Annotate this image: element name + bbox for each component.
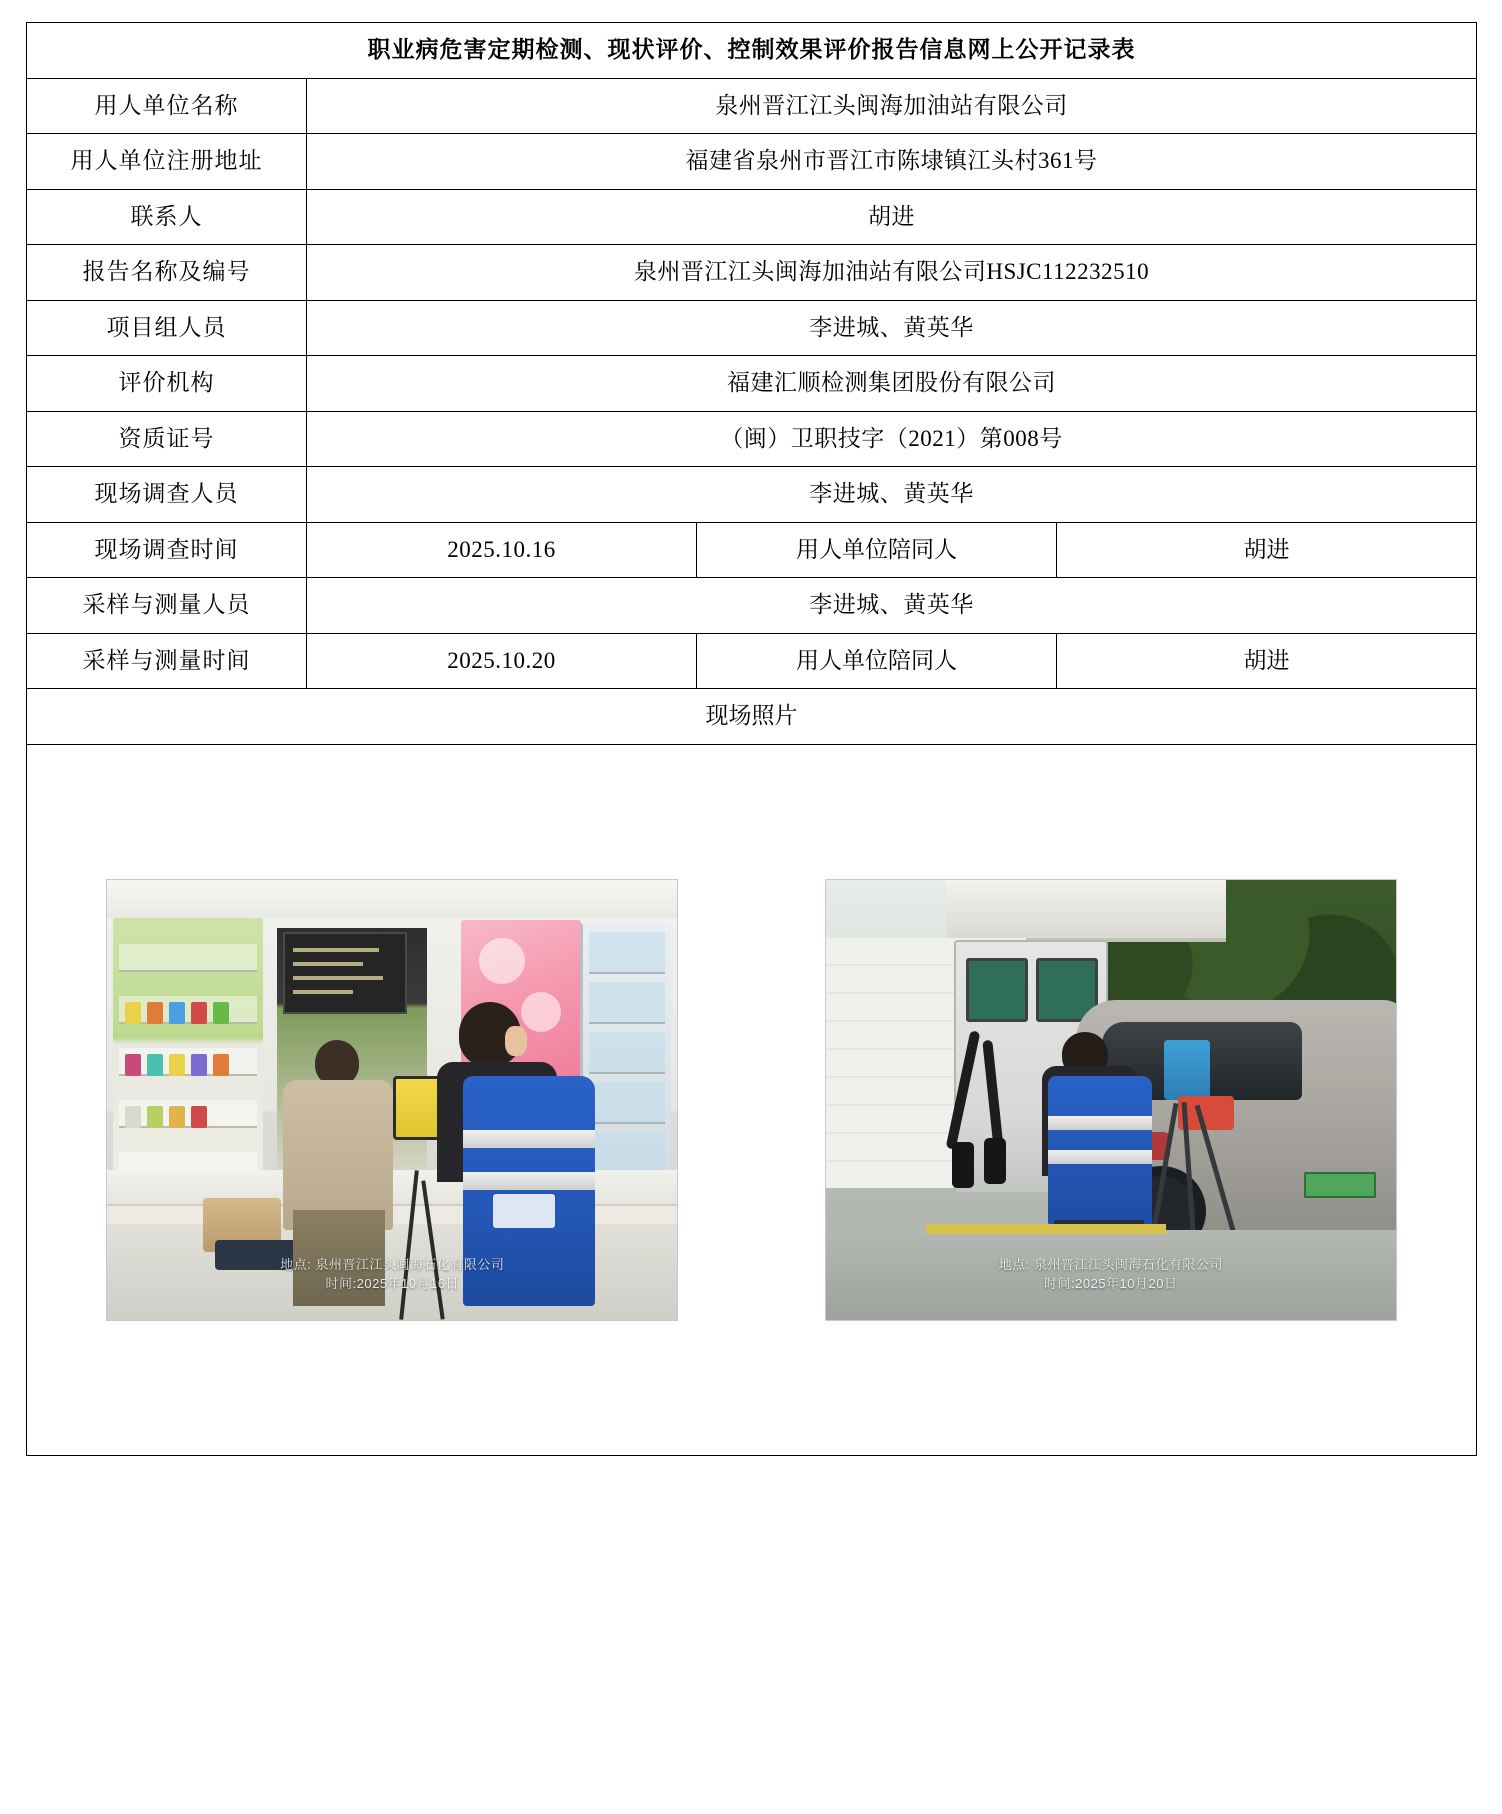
dispenser-screen	[966, 958, 1028, 1022]
row-label-survey-accompanier: 用人单位陪同人	[697, 522, 1057, 578]
row-value-qualification-certificate: （闽）卫职技字（2021）第008号	[307, 411, 1477, 467]
table-row	[27, 411, 1477, 467]
row-label-report-name-number: 报告名称及编号	[27, 245, 307, 301]
fuel-dispenser-photo	[825, 879, 1397, 1321]
photo-watermark	[107, 1256, 677, 1294]
row-value-report-name-number: 泉州晋江江头闽海加油站有限公司HSJC112232510	[307, 245, 1477, 301]
row-label-qualification-certificate: 资质证号	[27, 411, 307, 467]
row-label-sampling-staff: 采样与测量人员	[27, 578, 307, 634]
ceiling	[107, 880, 677, 918]
row-value-survey-accompanier: 胡进	[1057, 522, 1477, 578]
yellow-curb	[926, 1224, 1166, 1234]
table-row	[27, 689, 1477, 745]
site-photos-row	[33, 755, 1470, 1445]
fuel-nozzle	[984, 1138, 1006, 1184]
clerk-head	[315, 1040, 359, 1086]
watermark-time: 时间:2025年10月16日	[325, 1275, 459, 1291]
inspector-vest	[1048, 1076, 1152, 1226]
public-disclosure-record-table	[26, 22, 1477, 1456]
table-row	[27, 300, 1477, 356]
row-value-assessment-agency: 福建汇顺检测集团股份有限公司	[307, 356, 1477, 412]
watermark-location: 地点: 泉州晋江江头闽海石化有限公司	[998, 1256, 1223, 1272]
sampling-instrument	[1164, 1040, 1210, 1100]
site-photos-header: 现场照片	[27, 689, 1477, 745]
store-interior-photo	[106, 879, 678, 1321]
row-label-registered-address: 用人单位注册地址	[27, 134, 307, 190]
watermark-location: 地点: 泉州晋江江头闽海石化有限公司	[280, 1256, 505, 1272]
page-title: 职业病危害定期检测、现状评价、控制效果评价报告信息网上公开记录表	[27, 23, 1477, 79]
station-canopy	[946, 880, 1226, 942]
row-label-site-survey-staff: 现场调查人员	[27, 467, 307, 523]
inspector-face	[505, 1026, 527, 1056]
watermark-time: 时间:2025年10月20日	[1044, 1275, 1178, 1291]
row-value-project-team: 李进城、黄英华	[307, 300, 1477, 356]
row-label-site-survey-time: 现场调查时间	[27, 522, 307, 578]
menu-board	[283, 932, 407, 1014]
row-value-sampling-time: 2025.10.20	[307, 633, 697, 689]
photo-watermark	[826, 1256, 1396, 1294]
table-row	[27, 134, 1477, 190]
table-row	[27, 356, 1477, 412]
row-value-sampling-accompanier: 胡进	[1057, 633, 1477, 689]
row-label-contact-person: 联系人	[27, 189, 307, 245]
row-value-site-survey-time: 2025.10.16	[307, 522, 697, 578]
table-row	[27, 633, 1477, 689]
row-label-sampling-accompanier: 用人单位陪同人	[697, 633, 1057, 689]
license-plate	[1304, 1172, 1376, 1198]
row-label-sampling-time: 采样与测量时间	[27, 633, 307, 689]
table-row	[27, 522, 1477, 578]
row-value-contact-person: 胡进	[307, 189, 1477, 245]
table-row	[27, 189, 1477, 245]
row-label-project-team: 项目组人员	[27, 300, 307, 356]
table-title-row	[27, 23, 1477, 79]
row-value-sampling-staff: 李进城、黄英华	[307, 578, 1477, 634]
company-logo	[493, 1194, 555, 1228]
table-row	[27, 467, 1477, 523]
row-value-registered-address: 福建省泉州市晋江市陈埭镇江头村361号	[307, 134, 1477, 190]
site-photos-cell	[27, 744, 1477, 1455]
table-row	[27, 744, 1477, 1455]
table-row	[27, 245, 1477, 301]
clerk-body	[283, 1080, 393, 1230]
fuel-nozzle	[952, 1142, 974, 1188]
row-value-site-survey-staff: 李进城、黄英华	[307, 467, 1477, 523]
row-label-employer-name: 用人单位名称	[27, 78, 307, 134]
row-value-employer-name: 泉州晋江江头闽海加油站有限公司	[307, 78, 1477, 134]
table-row	[27, 78, 1477, 134]
table-row	[27, 578, 1477, 634]
row-label-assessment-agency: 评价机构	[27, 356, 307, 412]
